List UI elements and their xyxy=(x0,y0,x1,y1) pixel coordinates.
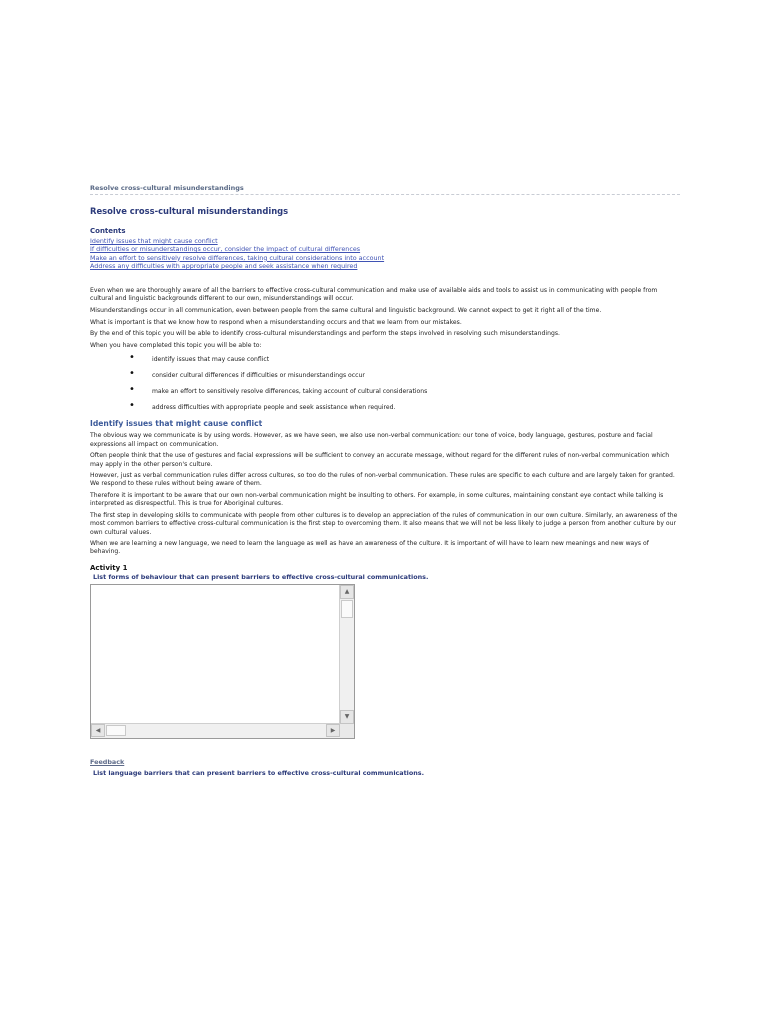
toc-link-identify-issues[interactable]: Identify issues that might cause conflict xyxy=(90,237,218,245)
table-of-contents xyxy=(90,237,680,270)
scroll-up-arrow-icon[interactable]: ▲ xyxy=(340,585,354,599)
section-paragraph: However, just as verbal communication rules differ across cultures, so too do the rules of non-verbal communication. These rules are specific to each culture and are largely taken for granted. We respond to these rules without being aware of them. xyxy=(90,472,675,488)
section-paragraph: The obvious way we communicate is by using words. However, as we have seen, we also use non-verbal communication: our tone of voice, body language, gestures, posture and facial expressions all impact on communication. xyxy=(90,432,653,448)
section-paragraph: Therefore it is important to be aware that our own non-verbal communication might be insulting to others. For example, in some cultures, maintaining constant eye contact while talking is interpreted as disrespectful. This is true for Aboriginal cultures. xyxy=(90,492,664,508)
section-heading: Identify issues that might cause conflict xyxy=(90,419,263,429)
intro-paragraph: Misunderstandings occur in all communication, even between people from the same cultural and linguistic background. We cannot expect to get it right all of the time. xyxy=(90,307,602,315)
contents-heading: Contents xyxy=(90,227,126,235)
objectives-list xyxy=(128,356,680,411)
feedback-link[interactable]: Feedback xyxy=(90,757,125,766)
document-page xyxy=(90,184,680,777)
objective-item: • consider cultural differences if difficulties or misunderstandings occur xyxy=(128,372,680,380)
toc-link-consider-differences[interactable]: If difficulties or misunderstandings occur, consider the impact of cultural differences xyxy=(90,245,361,254)
intro-section xyxy=(90,287,680,350)
horizontal-scrollbar[interactable] xyxy=(91,723,340,738)
scrollbar-corner xyxy=(340,724,354,738)
scroll-right-arrow-icon[interactable]: ▶ xyxy=(326,724,340,737)
horizontal-scroll-thumb[interactable] xyxy=(106,725,126,736)
intro-paragraph: By the end of this topic you will be able to identify cross-cultural misunderstandings and perform the steps involved in resolving such misunderstandings. xyxy=(90,330,560,338)
running-head: Resolve cross-cultural misunderstandings xyxy=(90,184,680,195)
answer-textarea[interactable] xyxy=(90,584,355,739)
activity-heading: Activity 1 xyxy=(90,563,128,572)
intro-paragraph: Even when we are thoroughly aware of all the barriers to effective cross-cultural communication and make use of available aids and tools to assist us in communicating with people from cultural and linguistic backgrounds different to our own, misunderstandings will occur. xyxy=(90,287,658,303)
vertical-scroll-thumb[interactable] xyxy=(341,600,353,618)
toc-link-address-difficulties[interactable]: Address any difficulties with appropriate people and seek assistance when required xyxy=(90,261,358,270)
activity-prompt-2: List language barriers that can present barriers to effective cross-cultural communications. xyxy=(93,768,425,777)
section-paragraph: Often people think that the use of gestures and facial expressions will be sufficient to convey an accurate message, without regard for the different rules of non-verbal communication which may apply in the other person's culture. xyxy=(90,452,670,468)
section-paragraph: When we are learning a new language, we need to learn the language as well as have an awareness of the culture. It is important of will have to learn new meanings and new ways of behaving. xyxy=(90,540,649,556)
activity-prompt: List forms of behaviour that can present barriers to effective cross-cultural communications. xyxy=(93,572,429,581)
objective-item: • identify issues that may cause conflict xyxy=(128,356,680,364)
intro-paragraph: When you have completed this topic you will be able to: xyxy=(90,341,262,349)
section-body xyxy=(90,432,680,556)
page-title: Resolve cross-cultural misunderstandings xyxy=(90,206,289,216)
toc-link-resolve-differences[interactable]: Make an effort to sensitively resolve differences, taking cultural considerations into account xyxy=(90,253,385,262)
vertical-scrollbar[interactable] xyxy=(339,585,354,724)
scroll-down-arrow-icon[interactable]: ▼ xyxy=(340,710,354,724)
scroll-left-arrow-icon[interactable]: ◀ xyxy=(91,724,105,737)
objective-item: • address difficulties with appropriate people and seek assistance when required. xyxy=(128,404,680,412)
section-paragraph: The first step in developing skills to communicate with people from other cultures is to develop an appreciation of the rules of communication in our own culture. Similarly, an awareness of the most common barriers to effective cross-cultural communication is the first step to overcoming them. It also means that we will not be less likely to judge a person from another culture by our own cultural values. xyxy=(90,511,678,536)
objective-item: • make an effort to sensitively resolve differences, taking account of cultural considerations xyxy=(128,388,680,396)
intro-paragraph: What is important is that we know how to respond when a misunderstanding occurs and that we learn from our mistakes. xyxy=(90,318,462,326)
